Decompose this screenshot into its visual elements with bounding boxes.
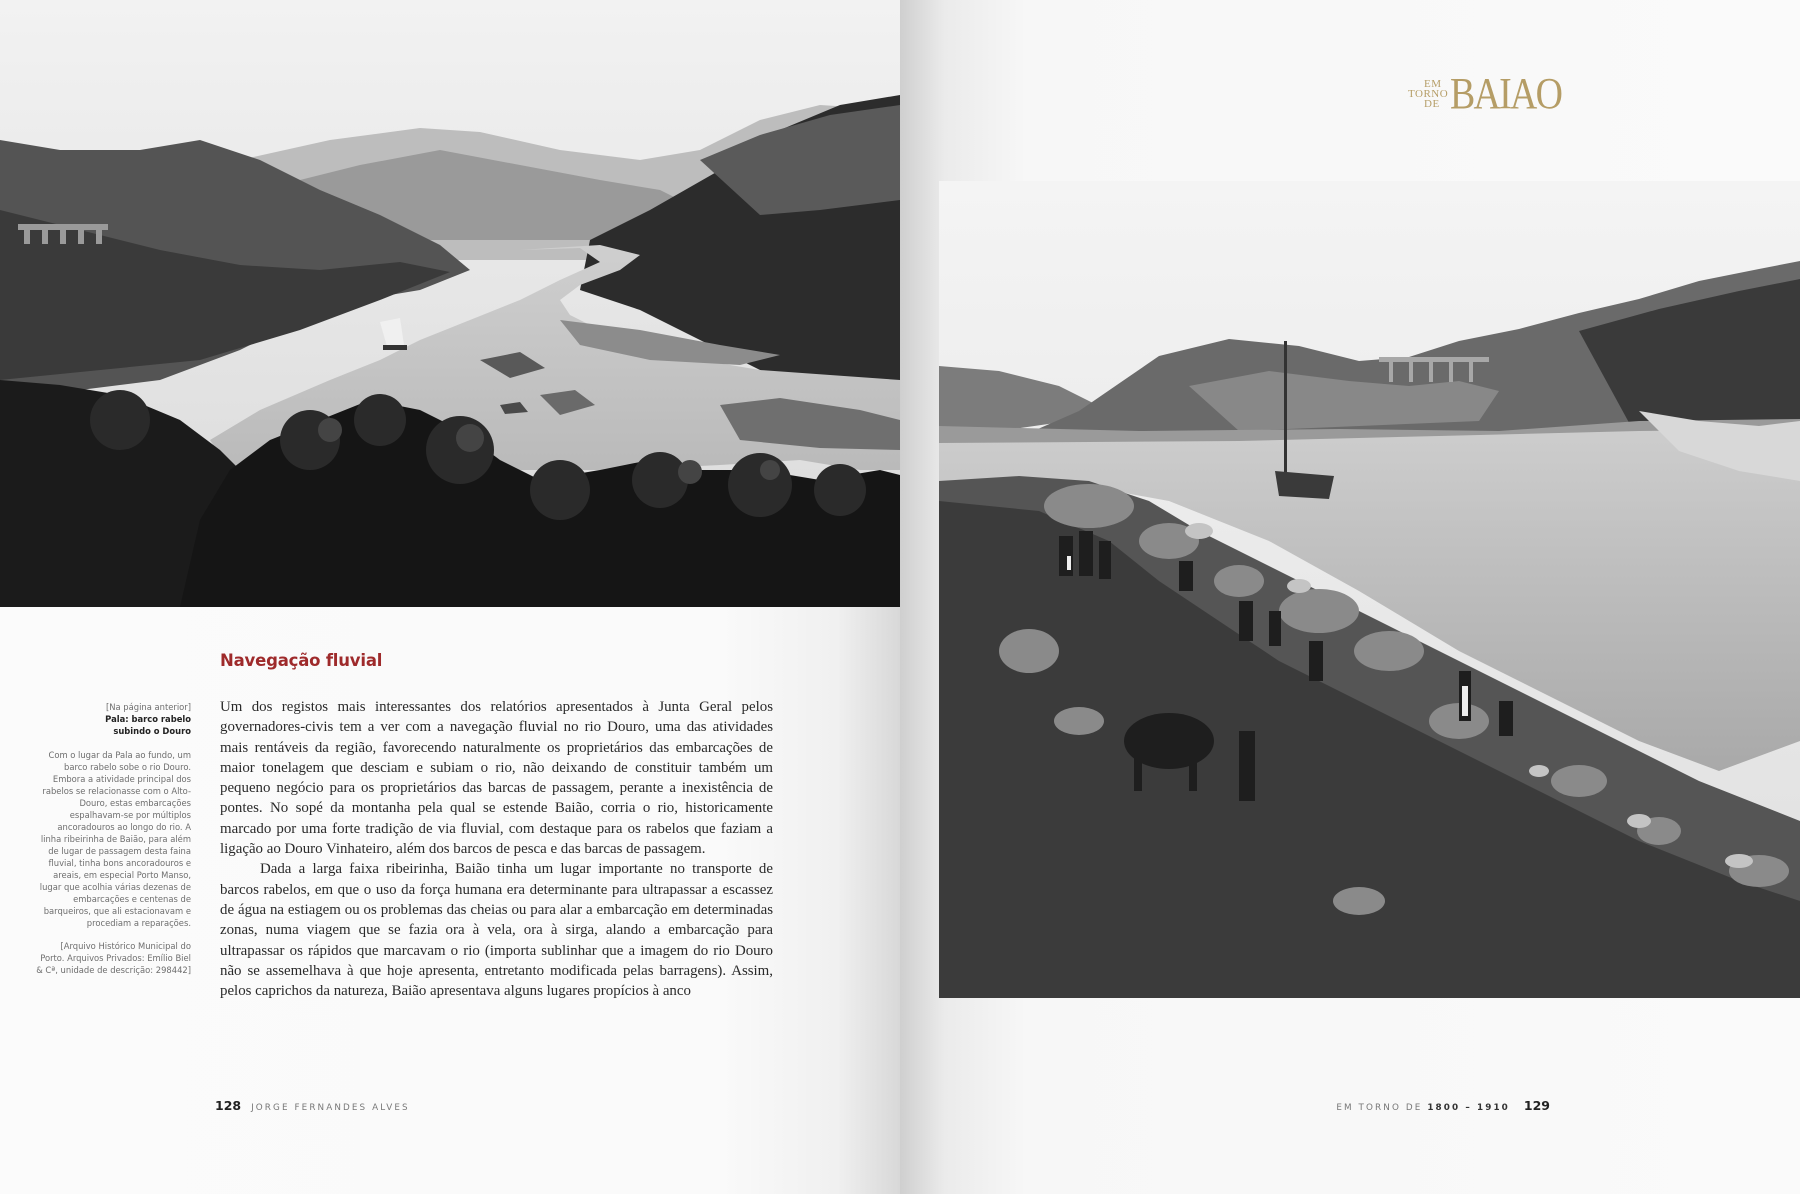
river-valley-photo-image xyxy=(0,0,900,607)
caption-source: [Arquivo Histórico Municipal do Porto. Arquivos Privados: Emílio Biel & Cª, unidade de descrição: 298442] xyxy=(36,941,191,975)
logo-word: BAIAO xyxy=(1450,69,1562,118)
logo-line-em: EM xyxy=(1424,78,1442,90)
caption-title-line1: Pala: barco rabelo xyxy=(105,714,191,724)
running-head-years: 1800 – 1910 xyxy=(1427,1103,1510,1113)
page-number-right: 129 xyxy=(1523,1098,1550,1113)
caption-title xyxy=(36,713,191,737)
logo-line-de: DE xyxy=(1424,98,1440,110)
left-folio xyxy=(215,1098,410,1113)
logo-small-lines xyxy=(1408,79,1448,109)
section-heading: Navegação fluvial xyxy=(220,651,383,670)
right-page xyxy=(900,0,1800,1194)
caption-title-line2: subindo o Douro xyxy=(113,726,191,736)
body-paragraph-2: Dada a larga faixa ribeirinha, Baião tinha um lugar importante no transporte de barcos rabelos, em que o uso da força humana era determinante para ultrapassar a escassez de água na estiagem ou os problemas das cheias ou para alar a embarcação em determinadas zonas, numa viagem que se fazia ora à vela, ora à sirga, alando a embarcação para ultrapassar os rápidos que marcavam o rio (importa sublinhar que a imagem do rio Douro não se assemelhava à que hoje apresenta, entretanto modificada pelas barragens). Assim, pelos caprichos da natureza, Baião apresentava alguns lugares propícios à anco xyxy=(220,861,773,1000)
right-folio xyxy=(1336,1098,1550,1113)
page-number-left: 128 xyxy=(215,1098,242,1113)
river-valley-photo xyxy=(0,0,900,607)
book-logo xyxy=(1408,69,1580,118)
caption-body: Com o lugar da Pala ao fundo, um barco rabelo sobe o rio Douro. Embora a atividade principal dos rabelos se relacionasse com o Alto-Douro, estas embarcações espalhavam-se por múltiplos ancoradouros ao longo do rio. A linha ribeirinha de Baião, para além de lugar de passagem desta faina fluvial, tinha bons ancoradouros e areais, em especial Porto Manso, lugar que acolhia várias dezenas de embarcações e centenas de barqueiros, que ali estacionavam e procediam a reparações. xyxy=(39,750,191,928)
running-head-author: JORGE FERNANDES ALVES xyxy=(251,1103,410,1113)
logo-line-torno: TORNO xyxy=(1408,88,1449,100)
body-text xyxy=(220,697,773,1001)
running-head-prefix: EM TORNO DE xyxy=(1336,1103,1423,1113)
body-paragraph-1: Um dos registos mais interessantes dos relatórios apresentados à Junta Geral pelos governadores-civis tem a ver com a navegação fluvial no rio Douro, uma das atividades mais rentáveis da região, favorecendo naturalmente os proprietários das embarcações de maior tonelagem que desciam e subiam o rio, não deixando de constituir também um pequeno negócio para os proprietários das barcas de passagem, perante a inexistência de pontes. No sopé da montanha pela qual se estende Baião, corria o rio, historicamente marcado por uma forte tradição de via fluvial, com destaque para os rabelos que faziam a ligação ao Douro Vinhateiro, além dos barcos de pesca e das barcas de passagem. xyxy=(220,699,773,858)
riverbank-photo-image xyxy=(939,181,1800,998)
riverbank-photo xyxy=(939,181,1800,998)
running-head-title xyxy=(1336,1103,1510,1113)
caption-reference: [Na página anterior] xyxy=(105,702,191,712)
photo-caption xyxy=(36,701,191,976)
